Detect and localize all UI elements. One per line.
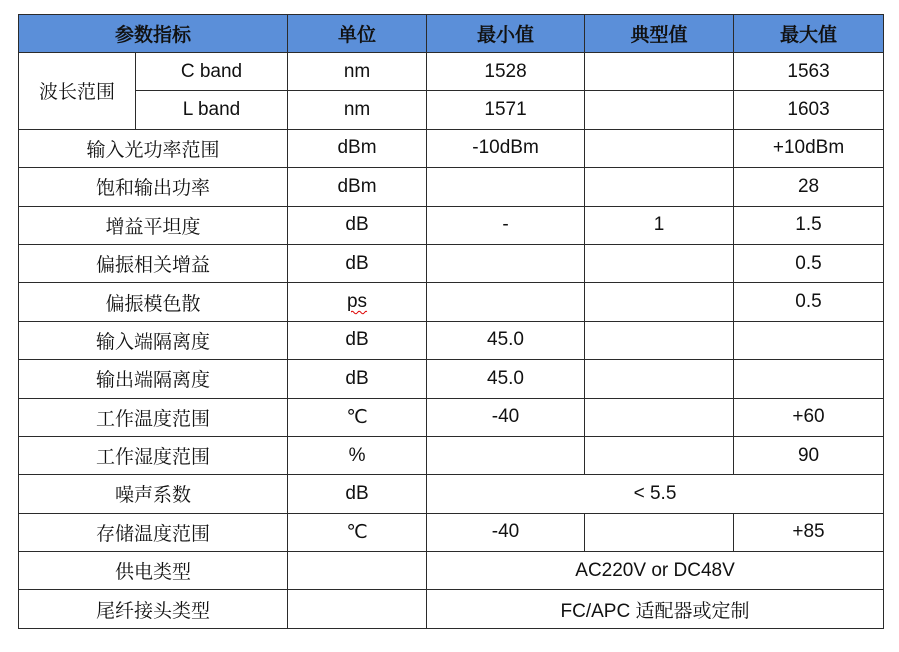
- l-band-label: L band: [136, 91, 288, 129]
- row-unit: %: [288, 436, 427, 474]
- l-band-typ: [585, 91, 734, 129]
- table-row: [19, 475, 884, 513]
- connector-unit: [288, 590, 427, 628]
- row-max: +60: [734, 398, 884, 436]
- row-param: 输入端隔离度: [19, 321, 288, 359]
- power-param: 供电类型: [19, 552, 288, 590]
- power-value: AC220V or DC48V: [427, 552, 884, 590]
- l-band-unit: nm: [288, 91, 427, 129]
- row-min: [427, 436, 585, 474]
- row-typ: 1: [585, 206, 734, 244]
- storage-param: 存储温度范围: [19, 513, 288, 551]
- row-param: 工作温度范围: [19, 398, 288, 436]
- row-typ: [585, 168, 734, 206]
- storage-min: -40: [427, 513, 585, 551]
- row-unit: dB: [288, 244, 427, 282]
- row-typ: [585, 360, 734, 398]
- header-unit: 单位: [288, 15, 427, 53]
- noise-unit: dB: [288, 475, 427, 513]
- row-min: -10dBm: [427, 129, 585, 167]
- row-max: [734, 360, 884, 398]
- noise-param: 噪声系数: [19, 475, 288, 513]
- row-unit: dBm: [288, 168, 427, 206]
- row-unit: ℃: [288, 398, 427, 436]
- noise-value: < 5.5: [427, 475, 884, 513]
- l-band-min: 1571: [427, 91, 585, 129]
- row-typ: [585, 321, 734, 359]
- power-unit: [288, 552, 427, 590]
- wavelength-label: 波长范围: [19, 53, 136, 130]
- row-min: -40: [427, 398, 585, 436]
- connector-param: 尾纤接头类型: [19, 590, 288, 628]
- row-typ: [585, 436, 734, 474]
- storage-typ: [585, 513, 734, 551]
- row-param: 增益平坦度: [19, 206, 288, 244]
- row-param: 饱和输出功率: [19, 168, 288, 206]
- row-unit: dB: [288, 206, 427, 244]
- c-band-unit: nm: [288, 53, 427, 91]
- row-min: [427, 168, 585, 206]
- row-min: 45.0: [427, 360, 585, 398]
- table-row: [19, 360, 884, 398]
- storage-max: +85: [734, 513, 884, 551]
- row-unit: dB: [288, 321, 427, 359]
- header-param: 参数指标: [19, 15, 288, 53]
- row-unit-text: ps: [346, 291, 368, 313]
- table-row: [19, 321, 884, 359]
- table-row: [19, 206, 884, 244]
- l-band-max: 1603: [734, 91, 884, 129]
- row-typ: [585, 283, 734, 321]
- connector-value: FC/APC 适配器或定制: [427, 590, 884, 628]
- row-param: 偏振模色散: [19, 283, 288, 321]
- row-typ: [585, 398, 734, 436]
- table-row: [19, 436, 884, 474]
- c-band-label: C band: [136, 53, 288, 91]
- row-max: 90: [734, 436, 884, 474]
- table-row: [19, 398, 884, 436]
- header-typ: 典型值: [585, 15, 734, 53]
- storage-unit: ℃: [288, 513, 427, 551]
- row-param: 工作湿度范围: [19, 436, 288, 474]
- row-min: -: [427, 206, 585, 244]
- c-band-max: 1563: [734, 53, 884, 91]
- table-row: [19, 244, 884, 282]
- header-min: 最小值: [427, 15, 585, 53]
- header-row: [19, 15, 884, 53]
- table-row: [19, 53, 884, 91]
- table-row: [19, 168, 884, 206]
- table-row: [19, 91, 884, 129]
- row-typ: [585, 244, 734, 282]
- row-unit: dB: [288, 360, 427, 398]
- table-row: [19, 513, 884, 551]
- c-band-min: 1528: [427, 53, 585, 91]
- row-max: 28: [734, 168, 884, 206]
- row-param: 输入光功率范围: [19, 129, 288, 167]
- header-max: 最大值: [734, 15, 884, 53]
- row-max: +10dBm: [734, 129, 884, 167]
- table-row: [19, 552, 884, 590]
- row-param: 输出端隔离度: [19, 360, 288, 398]
- row-min: [427, 244, 585, 282]
- row-min: [427, 283, 585, 321]
- table-row: [19, 129, 884, 167]
- row-max: [734, 321, 884, 359]
- row-max: 0.5: [734, 244, 884, 282]
- table-row: [19, 283, 884, 321]
- row-typ: [585, 129, 734, 167]
- row-max: 1.5: [734, 206, 884, 244]
- row-unit: dBm: [288, 129, 427, 167]
- table-row: [19, 590, 884, 628]
- row-min: 45.0: [427, 321, 585, 359]
- row-unit: [288, 283, 427, 321]
- row-param: 偏振相关增益: [19, 244, 288, 282]
- row-max: 0.5: [734, 283, 884, 321]
- spec-table: [18, 14, 884, 629]
- c-band-typ: [585, 53, 734, 91]
